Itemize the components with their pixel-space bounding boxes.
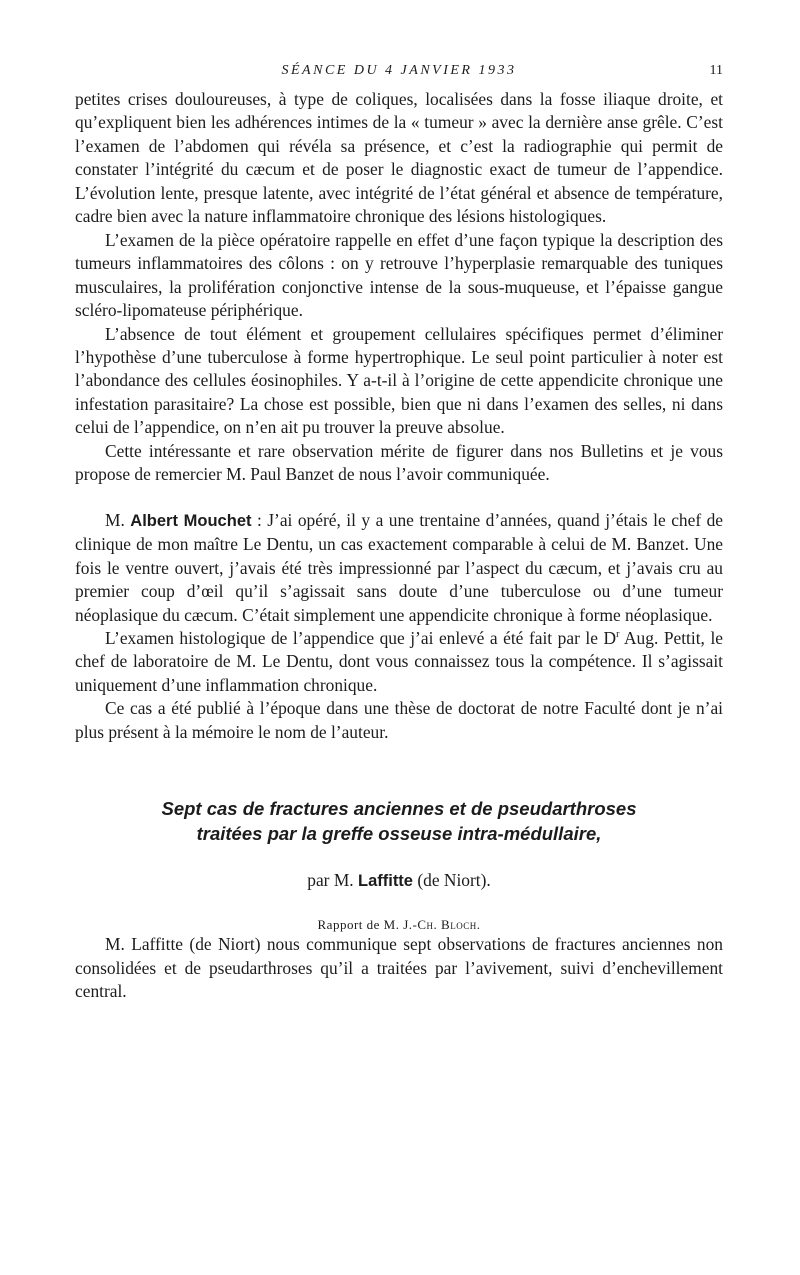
paragraph-conclusion: Cette intéressante et rare observation mérite de figurer dans nos Bulletins et je vous propose de remercier M. Paul Banzet de nous l’avoir communiquée. [75, 440, 723, 485]
paragraph-tuberculosis: L’absence de tout élément et groupement cellulaires spécifiques permet d’éliminer l’hypothèse d’une tuberculose à forme hypertrophique. Le seul point particulier à noter est l’abondance des cellules éosinophiles. Y a-t-il à l’origine de cette appendicite chronique une infestation parasitaire? La chose est possible, bien que ni dans l’examen des selles, ni dans celui de l’appendice, on n’en ait pu trouver la preuve absolue. [75, 323, 723, 438]
report-author: Ch. Bloch. [417, 917, 481, 933]
article-title-line-2: traitées par la greffe osseuse intra-médullaire, [196, 823, 602, 845]
discussion-mouchet [75, 509, 723, 627]
report-prefix: Rapport de M. J.- [317, 917, 418, 933]
histology-text-before: L’examen histologique de l’appendice que j’ai enlevé a été fait par le D [105, 627, 617, 648]
histology-text-after: Aug. Pettit, le chef de laboratoire de M. Le Dentu, dont vous connaissez tous la compétence. Il s’agissait uniquement d’une inflammation chronique. [75, 627, 723, 695]
discussion-thesis: Ce cas a été publié à l’époque dans une thèse de doctorat de notre Faculté dont je n’ai plus présent à la mémoire le nom de l’auteur. [75, 698, 723, 742]
speaker-text: : J’ai opéré, il y a une trentaine d’années, quand j’étais le chef de clinique de mon maître Le Dentu, un cas exactement comparable à celui de M. Banzet. Une fois le ventre ouvert, j’avais été très impressionné par l’aspect du cæcum, et j’avais cru au premier coup d’œil qu’il s’agissait sans doute d’une tuberculose ou d’une tumeur néoplasique du cæcum. C’était simplement une appendicite chronique à forme néoplasique. [75, 509, 723, 625]
paragraph-operative-specimen: L’examen de la pièce opératoire rappelle en effet d’une façon typique la description des tumeurs inflammatoires des côlons : on y retrouve l’hyperplasie remarquable des tuniques musculaires, la prolifération conjonctive intense de la sous-muqueuse, et l’épaisse gangue scléro-lipomateuse périphérique. [75, 229, 723, 321]
paragraph-continuation: petites crises douloureuses, à type de coliques, localisées dans la fosse iliaque droite, et qu’expliquent bien les adhérences intimes de la « tumeur » avec la dernière anse grêle. C’est l’examen de l’abdomen qui révéla sa présence, et c’est la radiographie qui permit de constater l’intégrité du cæcum et de poser le diagnostic exact de tumeur de l’appendice. L’évolution lente, presque latente, avec intégrité de l’état général et absence de température, cadre bien avec la nature inflammatoire chronique des lésions histologiques. [75, 89, 723, 227]
speaker-prefix: M. [105, 509, 131, 530]
doctor-superscript: r [616, 629, 620, 641]
speaker-name: Albert Mouchet [130, 511, 252, 530]
article-title [75, 796, 723, 846]
article-title-line-1: Sept cas de fractures anciennes et de pseudarthroses [161, 798, 637, 820]
page-number: 11 [709, 63, 723, 78]
running-head-title: SÉANCE DU 4 JANVIER 1933 [281, 63, 517, 78]
journal-page [75, 60, 723, 1004]
byline-prefix: par M. [307, 870, 358, 891]
report-line [75, 917, 723, 933]
byline-author: Laffitte [357, 872, 413, 891]
article-intro: M. Laffitte (de Niort) nous communique sept observations de fractures anciennes non consolidées et de pseudarthroses qu’il a traitées par l’avivement, suivi d’enchevillement central. [75, 934, 723, 1002]
discussion-histology [75, 627, 723, 697]
running-head [75, 60, 723, 88]
byline-suffix: (de Niort). [412, 870, 491, 891]
byline [75, 870, 723, 891]
